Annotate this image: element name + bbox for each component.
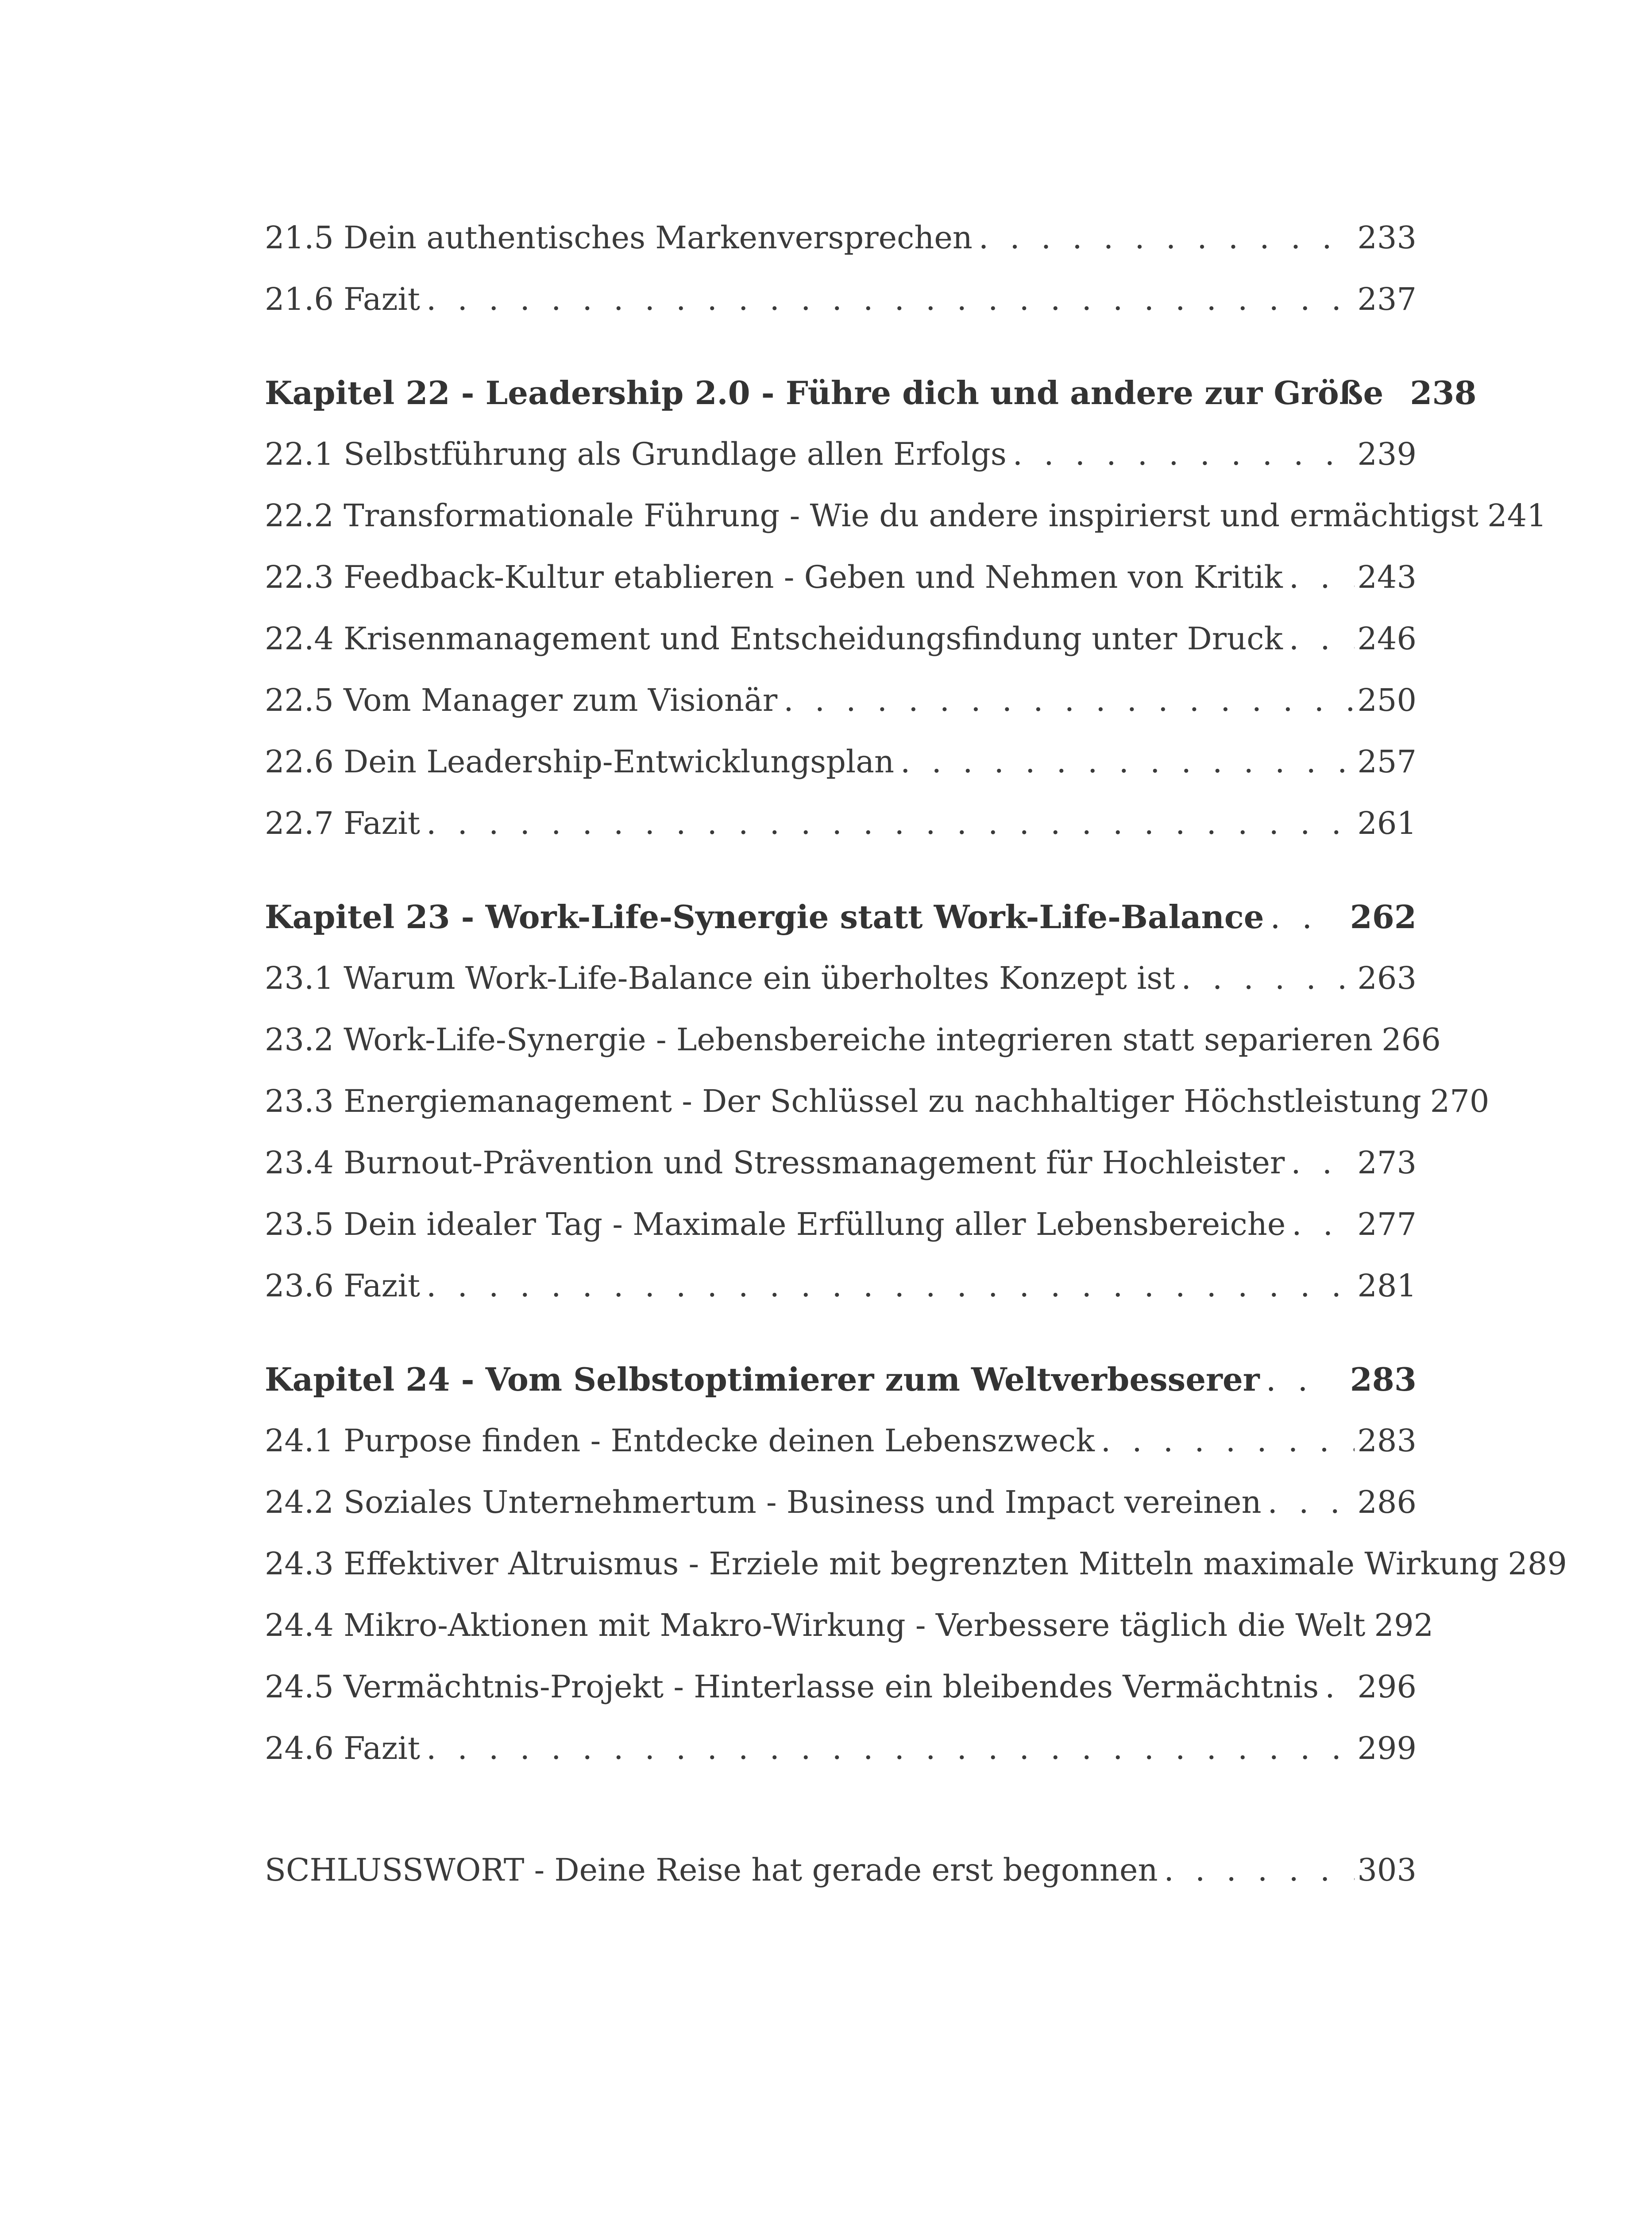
toc-dot-leader	[1181, 948, 1355, 1009]
toc-section-entry	[265, 1071, 1490, 1132]
toc-entry-page-number: 262	[1350, 898, 1417, 936]
toc-dot-leader	[1325, 1656, 1355, 1718]
toc-entry-title: 22.3 Feedback-Kultur etablieren - Geben und Nehmen von Kritik	[265, 559, 1283, 595]
toc-entry-title: 23.6 Fazit	[265, 1268, 421, 1304]
toc-entry-title: 22.4 Krisenmanagement und Entscheidungsfindung unter Druck	[265, 621, 1283, 657]
toc-entry-page-number: 289	[1508, 1546, 1567, 1582]
toc-entry-page-number: 292	[1374, 1607, 1434, 1643]
toc-dot-leader	[1292, 1194, 1355, 1255]
toc-section-entry	[265, 670, 1417, 731]
toc-entry-title: 22.6 Dein Leadership-Entwicklungsplan	[265, 744, 895, 780]
toc-entry-page-number: 303	[1357, 1852, 1417, 1888]
toc-entry-title: 24.2 Soziales Unternehmertum - Business und Impact vereinen	[265, 1484, 1262, 1520]
toc-dot-leader	[426, 1718, 1355, 1779]
toc-section-entry	[265, 207, 1417, 269]
toc-entry-title: 23.2 Work-Life-Synergie - Lebensbereiche integrieren statt separieren	[265, 1022, 1373, 1058]
toc-entry-page-number: 266	[1382, 1022, 1441, 1058]
toc-entry-page-number: 250	[1357, 682, 1417, 718]
toc-entry-page-number: 283	[1350, 1361, 1417, 1398]
toc-entry-page-number: 246	[1357, 621, 1417, 657]
toc-entry-title: 22.7 Fazit	[265, 805, 421, 841]
toc-section-entry	[265, 1194, 1417, 1255]
toc-dot-leader	[426, 269, 1355, 330]
toc-section-entry	[265, 1718, 1417, 1779]
toc-entry-page-number: 286	[1357, 1484, 1417, 1520]
toc-entry-page-number: 270	[1430, 1083, 1490, 1119]
toc-dot-leader	[1164, 1839, 1355, 1901]
toc-section-entry	[265, 547, 1417, 608]
toc-entry-page-number: 273	[1357, 1145, 1417, 1181]
toc-entry-page-number: 296	[1357, 1669, 1417, 1705]
toc-section-entry	[265, 1533, 1567, 1595]
toc-entry-page-number: 243	[1357, 559, 1417, 595]
toc-entry-title: 24.3 Effektiver Altruismus - Erziele mit begrenzten Mitteln maximale Wirkung	[265, 1546, 1499, 1582]
toc-entry-page-number: 233	[1357, 220, 1417, 256]
toc-entry-page-number: 283	[1357, 1423, 1417, 1459]
toc-entry-page-number: 237	[1357, 281, 1417, 317]
toc-dot-leader	[1101, 1410, 1355, 1472]
toc-entry-title: 21.5 Dein authentisches Markenversprechen	[265, 220, 973, 256]
toc-entry-page-number: 261	[1357, 805, 1417, 841]
toc-dot-leader	[979, 207, 1355, 269]
toc-entry-title: 23.3 Energiemanagement - Der Schlüssel zu nachhaltiger Höchstleistung	[265, 1083, 1421, 1119]
toc-section-entry	[265, 269, 1417, 330]
toc-section-entry	[265, 793, 1417, 854]
toc-entry-title: 22.5 Vom Manager zum Visionär	[265, 682, 778, 718]
toc-entry-title: 22.2 Transformationale Führung - Wie du andere inspirierst und ermächtigst	[265, 497, 1479, 534]
toc-entry-title: 23.1 Warum Work-Life-Balance ein überholtes Konzept ist	[265, 960, 1175, 996]
toc-section-entry	[265, 948, 1417, 1009]
toc-entry-title: 24.4 Mikro-Aktionen mit Makro-Wirkung - Verbessere täglich die Welt	[265, 1607, 1366, 1643]
toc-dot-leader	[1266, 1349, 1330, 1411]
toc-dot-leader	[426, 1255, 1355, 1317]
table-of-contents	[265, 207, 1567, 1901]
toc-dot-leader	[1270, 887, 1330, 948]
toc-section-entry	[265, 608, 1417, 670]
toc-dot-leader	[1291, 1132, 1355, 1194]
toc-section-entry	[265, 1472, 1417, 1533]
toc-dot-leader	[1289, 608, 1355, 670]
toc-entry-page-number: 238	[1410, 374, 1477, 412]
toc-entry-page-number: 281	[1357, 1268, 1417, 1304]
toc-entry-title: 21.6 Fazit	[265, 281, 421, 317]
toc-entry-page-number: 263	[1357, 960, 1417, 996]
toc-section-entry	[265, 1132, 1417, 1194]
toc-section-entry	[265, 424, 1417, 485]
toc-chapter-entry	[265, 886, 1417, 948]
toc-entry-page-number: 239	[1357, 436, 1417, 472]
toc-section-entry	[265, 1410, 1417, 1472]
toc-section-entry	[265, 1595, 1434, 1656]
toc-entry-title: Kapitel 23 - Work-Life-Synergie statt Work-Life-Balance	[265, 898, 1264, 936]
toc-entry-page-number: 277	[1357, 1206, 1417, 1242]
toc-dot-leader	[1289, 547, 1355, 608]
toc-section-entry	[265, 1009, 1441, 1071]
toc-section-entry	[265, 731, 1417, 793]
toc-entry-title: Kapitel 24 - Vom Selbstoptimierer zum Weltverbesserer	[265, 1361, 1260, 1398]
toc-dot-leader	[1268, 1472, 1355, 1533]
toc-entry-title: 23.4 Burnout-Prävention und Stressmanagement für Hochleister	[265, 1145, 1285, 1181]
toc-entry-page-number: 299	[1357, 1730, 1417, 1766]
toc-entry-title: SCHLUSSWORT - Deine Reise hat gerade erst begonnen	[265, 1852, 1158, 1888]
toc-entry-title: 22.1 Selbstführung als Grundlage allen Erfolgs	[265, 436, 1007, 472]
toc-dot-leader	[900, 731, 1355, 793]
toc-closing-entry	[265, 1839, 1417, 1901]
toc-dot-leader	[784, 670, 1355, 731]
toc-dot-leader	[1013, 424, 1355, 485]
toc-section-entry	[265, 1255, 1417, 1317]
toc-entry-title: Kapitel 22 - Leadership 2.0 - Führe dich und andere zur Größe	[265, 374, 1384, 412]
toc-entry-title: 24.1 Purpose finden - Entdecke deinen Lebenszweck	[265, 1423, 1095, 1459]
toc-entry-page-number: 241	[1487, 497, 1547, 534]
toc-chapter-entry	[265, 362, 1477, 424]
toc-section-entry	[265, 1656, 1417, 1718]
toc-chapter-entry	[265, 1349, 1417, 1410]
toc-entry-page-number: 257	[1357, 744, 1417, 780]
toc-entry-title: 24.5 Vermächtnis-Projekt - Hinterlasse ein bleibendes Vermächtnis	[265, 1669, 1319, 1705]
toc-section-entry	[265, 485, 1547, 547]
toc-entry-title: 24.6 Fazit	[265, 1730, 421, 1766]
toc-dot-leader	[426, 793, 1355, 854]
toc-entry-title: 23.5 Dein idealer Tag - Maximale Erfüllung aller Lebensbereiche	[265, 1206, 1286, 1242]
